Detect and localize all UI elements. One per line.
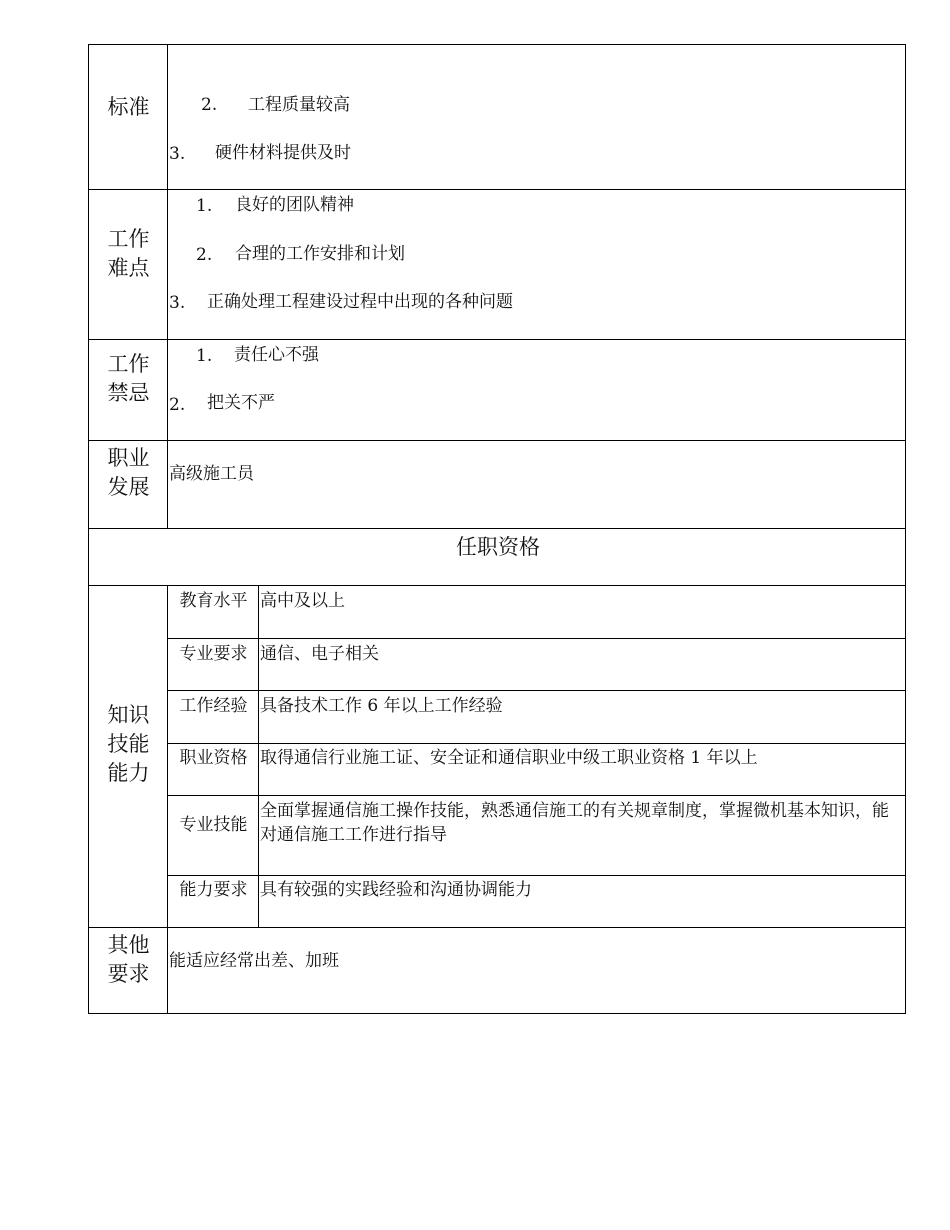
row-divider xyxy=(168,875,905,876)
list-item-text: 良好的团队精神 xyxy=(235,195,354,215)
standard-label: 标准 xyxy=(107,95,150,119)
other-label xyxy=(89,931,168,989)
qualification-label: 工作经验 xyxy=(179,696,248,716)
list-item-number: 2. xyxy=(201,95,218,115)
label-line: 禁忌 xyxy=(107,381,150,405)
label-line: 职业 xyxy=(107,446,150,470)
qualification-value: 全面掌握通信施工操作技能，熟悉通信施工的有关规章制度，掌握微机基本知识，能对通信施工工作进行指导 xyxy=(260,801,889,845)
row-divider xyxy=(168,638,905,639)
row-divider xyxy=(89,528,905,529)
label-line: 工作 xyxy=(107,227,150,251)
qualification-label: 能力要求 xyxy=(179,880,248,900)
qualification-value: 高中及以上 xyxy=(260,591,345,611)
label-line: 技能 xyxy=(107,732,150,756)
qualification-label: 专业要求 xyxy=(179,644,248,664)
label-line: 难点 xyxy=(107,256,150,280)
list-item-text: 责任心不强 xyxy=(234,345,319,365)
row-divider xyxy=(89,440,905,441)
column-divider xyxy=(258,586,259,928)
difficulties-label xyxy=(89,225,168,283)
list-item-number: 3. xyxy=(169,144,186,164)
qualification-label: 职业资格 xyxy=(179,748,248,768)
qualification-label: 专业技能 xyxy=(179,815,248,835)
job-requirements-table xyxy=(88,44,906,1014)
label-line: 工作 xyxy=(107,352,150,376)
list-item-number: 1. xyxy=(196,346,213,366)
other-value: 能适应经常出差、加班 xyxy=(169,951,339,971)
qualification-value: 具有较强的实践经验和沟通协调能力 xyxy=(260,880,532,900)
knowledge-skills-label xyxy=(89,701,168,788)
qualification-value: 取得通信行业施工证、安全证和通信职业中级工职业资格 1 年以上 xyxy=(260,748,758,768)
list-item-text: 把关不严 xyxy=(207,393,275,413)
label-line: 发展 xyxy=(107,475,150,499)
row-divider xyxy=(89,585,905,586)
qualification-value: 具备技术工作 6 年以上工作经验 xyxy=(260,696,503,716)
list-item-text: 工程质量较高 xyxy=(248,95,350,115)
row-divider xyxy=(168,743,905,744)
row-divider xyxy=(89,339,905,340)
list-item-text: 正确处理工程建设过程中出现的各种问题 xyxy=(207,292,513,312)
label-line: 能力 xyxy=(107,761,150,785)
list-item-number: 1. xyxy=(196,196,213,216)
label-line: 其他 xyxy=(107,933,150,957)
row-divider xyxy=(89,189,905,190)
list-item-number: 2. xyxy=(169,395,186,415)
row-divider xyxy=(168,795,905,796)
qualification-value: 通信、电子相关 xyxy=(260,644,379,664)
taboos-label xyxy=(89,350,168,408)
list-item-number: 2. xyxy=(196,245,213,265)
list-item-text: 合理的工作安排和计划 xyxy=(235,244,405,264)
label-line: 要求 xyxy=(107,962,150,986)
label-line: 知识 xyxy=(107,703,150,727)
list-item-text: 硬件材料提供及时 xyxy=(215,143,351,163)
section-title: 任职资格 xyxy=(456,535,540,559)
row-divider xyxy=(89,927,905,928)
qualification-label: 教育水平 xyxy=(179,591,248,611)
row-divider xyxy=(168,690,905,691)
career-label xyxy=(89,444,168,502)
list-item-number: 3. xyxy=(169,293,186,313)
career-value: 高级施工员 xyxy=(169,464,254,484)
